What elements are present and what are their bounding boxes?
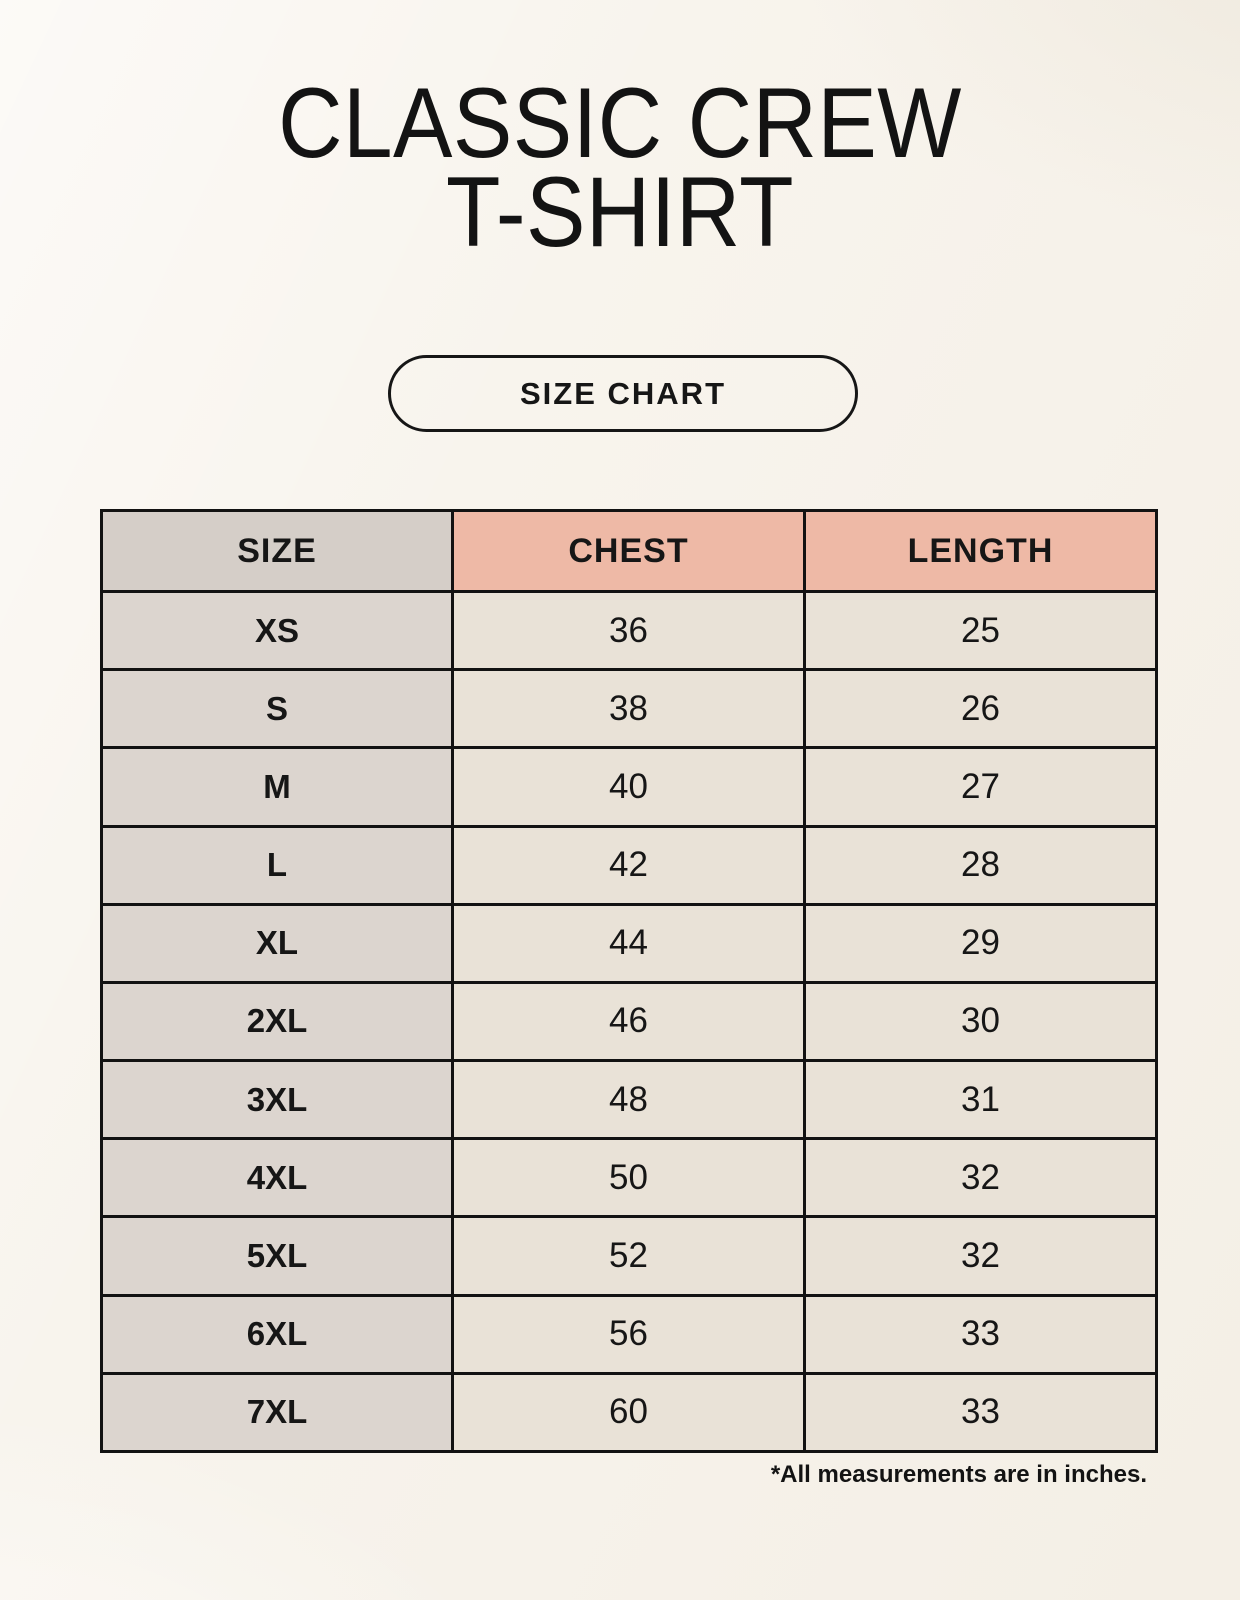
size-cell: L [102,826,453,904]
table-row [102,1373,1157,1451]
table-row [102,826,1157,904]
size-cell: XL [102,904,453,982]
chest-cell: 44 [453,904,805,982]
length-cell: 26 [805,670,1157,748]
length-cell: 29 [805,904,1157,982]
table-row [102,1139,1157,1217]
length-cell: 27 [805,748,1157,826]
table-row [102,670,1157,748]
size-chart-badge [388,355,858,432]
length-cell: 32 [805,1139,1157,1217]
size-cell: XS [102,592,453,670]
size-cell: 5XL [102,1217,453,1295]
page-title [62,67,1178,268]
table-row [102,1295,1157,1373]
length-cell: 33 [805,1295,1157,1373]
column-header-size: SIZE [102,511,453,592]
table-row [102,982,1157,1060]
size-cell: 7XL [102,1373,453,1451]
column-header-length: LENGTH [805,511,1157,592]
chest-cell: 60 [453,1373,805,1451]
table-row [102,904,1157,982]
size-chart-table [100,509,1158,1453]
chest-cell: 50 [453,1139,805,1217]
chest-cell: 42 [453,826,805,904]
size-cell: 2XL [102,982,453,1060]
length-cell: 33 [805,1373,1157,1451]
size-chart-badge-label: SIZE CHART [520,375,726,411]
size-cell: 3XL [102,1061,453,1139]
page-title-line2: T-SHIRT [445,156,795,268]
table-row [102,1061,1157,1139]
chest-cell: 40 [453,748,805,826]
length-cell: 32 [805,1217,1157,1295]
chest-cell: 56 [453,1295,805,1373]
chest-cell: 52 [453,1217,805,1295]
size-cell: M [102,748,453,826]
table-row [102,1217,1157,1295]
page-title-line1: CLASSIC CREW [278,67,962,178]
table-row [102,748,1157,826]
measurements-footnote: *All measurements are in inches. [770,1461,1147,1488]
table-row [102,592,1157,670]
chest-cell: 38 [453,670,805,748]
length-cell: 31 [805,1061,1157,1139]
length-cell: 30 [805,982,1157,1060]
chest-cell: 48 [453,1061,805,1139]
table-header-row [102,511,1157,592]
size-cell: S [102,670,453,748]
size-cell: 4XL [102,1139,453,1217]
chest-cell: 46 [453,982,805,1060]
length-cell: 28 [805,826,1157,904]
column-header-chest: CHEST [453,511,805,592]
chest-cell: 36 [453,592,805,670]
length-cell: 25 [805,592,1157,670]
size-cell: 6XL [102,1295,453,1373]
